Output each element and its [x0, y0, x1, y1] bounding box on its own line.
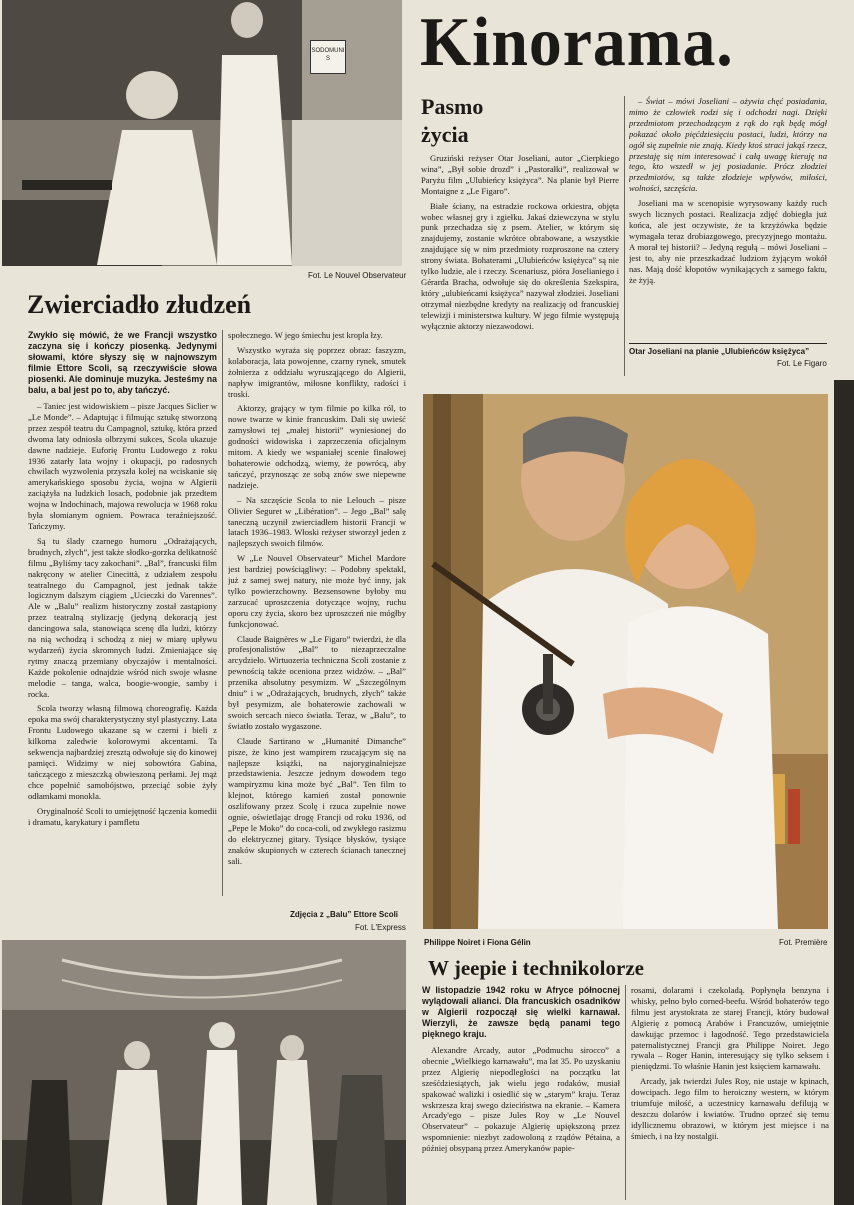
noiret-gelin-illustration — [423, 394, 828, 929]
pasmo-col1-paragraph: Gruziński reżyser Otar Joseliani, autor „Cierpkiego wina”, „Był sobie drozd” i „Pastorałki”, realizował w Paryżu film „Ulubieńcy księżyca”. Na planie był Pierre Montaigne z „Le Figaro”. — [421, 153, 619, 196]
zwierciadlo-col2-paragraph: społecznego. W jego śmiechu jest kropla łzy. — [228, 330, 383, 340]
pasmo-column-1 — [421, 153, 619, 367]
noiret-gelin-credit: Fot. Première — [779, 938, 828, 947]
page-edge-strip — [834, 380, 854, 1205]
jeep-col2-paragraph: rosami, dolarami i czekoladą. Popłynęła benzyna i whisky, pełno było corned-beefu. Wśród bohaterów tego filmu jest arystokrata ze starej Francji, który budował Algierię z pomocą Arabów i Francuzów, umiejętnie dawkując przemoc i łagodność. Tego przedstawiciela paternalistycznej Francji gra Philippe Noiret. Jego rywala – Roger Hanin, interesujący się tylko seksem i pieniędzmi. To właśnie Hanin jest księciem karnawału. — [631, 985, 829, 1072]
pasmo-caption-rule — [629, 343, 827, 344]
zwierciadlo-column-1 — [28, 330, 217, 896]
noiret-gelin-photo — [423, 394, 828, 929]
zwierciadlo-col2-paragraph: Wszystko wyraża się poprzez obraz: faszyzm, kolaboracja, lata powojenne, czarny rynek, smutek żołnierza z oddziału wyrusząjącego do Algierii, napływ imigrantów, miłosne konflikty, radości i troski. — [228, 344, 406, 399]
jeep-col2-paragraph: Arcady, jak twierdzi Jules Roy, nie ustaje w kpinach, dowcipach. Jego film to heroiczny western, w którym triumfuje miłość, a uczestnicy karnawału defilują w deszczu dolarów i kwiatów. Trudno oprzeć się temu idyllicznemu obrazowi, w którym jest miejsce i na śmiech, i na łzy nostalgii. — [631, 1076, 829, 1141]
zwierciadlo-title: Zwierciadło złudzeń — [27, 290, 252, 319]
jeep-lead: W listopadzie 1942 roku w Afryce północnej wylądowali alianci. Dla francuskich osadników w Algierii rozpoczął się wielki karnawał. Wierzyli, że zawsze będą panami tego pięknego kraju. — [422, 985, 620, 1039]
zwierciadlo-col2-paragraph: W „Le Nouvel Observateur” Michel Mardore jest bardziej powściągliwy: – Podobny spektakl, już z samej swej natury, nie może być inny, jak tylko powierzchowny. Bezsensowne byłoby mu zarzucać uproszczenia dotyczące wojny, ruchu oporu czy życia, skoro bez uproszczeń nie mógłby funkcjonować. — [228, 553, 406, 629]
zwierciadlo-column-2 — [228, 330, 406, 896]
pasmo-col1-paragraph: Białe ściany, na estradzie rockowa orkiestra, objęta wobec własnej gry i zgiełku. Jakaś dziewczyna w stylu punk przechadza się z psem. Atelier, w którym się znajdujemy, zostanie wkrótce obrabowane, a wszystkie znajdujące się w nim przedmioty rozproszone na cztery strony świata. Bohaterami „Ulubieńców księżyca” są nie tylko ludzie, ale i rzeczy. Scenariusz, pióra Joselianiego i Gérarda Bracha, odwołuje się do określenia Szekspira, który „ulubieńcami księżyca” nazywał złodziei. Joseliani otrzymał niezbędne kredyty na realizację od francuskiej telewizji i ministerstwa kultury. W jego filmie występują wyłącznie aktorzy niezawodowi. — [421, 200, 619, 331]
pasmo-title-line1: Pasmo — [421, 94, 484, 119]
pasmo-col2-paragraph: – Świat – mówi Joseliani – ożywia chęć posiadania, mimo że człowiek rodzi się i odchodzi nagi. Dzięki przedmiotom przechodzącym z rąk do rąk będę mógł pokazać około pięćdziesięciu postaci, ludzi, którzy na ogół się zupełnie nie znają. Kiedy ktoś straci jakąś rzecz, przestaję się nim interesować i całą uwagę kieruję na tego, kto wszedł w jej posiadanie. Prócz złodziei przedmiotów, są także złodzieje wpływów, miłości, wolności, szczęścia. — [629, 96, 827, 194]
jeep-column-divider — [625, 985, 626, 1200]
jeep-title: W jeepie i technikolorze — [428, 956, 644, 980]
zwierciadlo-col2-paragraph: Claude Sartirano w „Humanité Dimanche” pisze, że kino jest wampirem rzucającym się na najlepsze książki, na najoryginalniejsze przedstawienia. Jeszcze jednym dowodem tego wampiryzmu kina może być „Bal”. Ten film to klejnot, którego kamień został ponownie oszlifowany przez Scolę i rzuca zupełnie nowe ognie, oświetlając drogę Francji od roku 1936, od „Pepe le Moko” do coca-coli, od zwykłego rasizmu do elektrycznej gitary. Tysiące błysków, tysiące znaków skupionych w czterech ścianach tanecznej sali. — [228, 735, 406, 866]
jeep-column-2 — [631, 985, 829, 1203]
zwierciadlo-column-divider — [222, 330, 223, 896]
zwierciadlo-photos-caption: Zdjęcia z „Balu” Ettore Scoli — [290, 910, 399, 919]
jeep-column-1 — [422, 985, 620, 1203]
pasmo-title-line2: życia — [421, 122, 469, 147]
zwierciadlo-photos-credit: Fot. L'Express — [355, 923, 406, 932]
jeep-col1-paragraph: Alexandre Arcady, autor „Podmuchu sirocco” a obecnie „Wielkiego karnawału”, ma lat 35. Po uzyskaniu przez Algierię niepodległości na początku lat sześćdziesiątych, jak wielu jego rodaków, musiał spakować walizki i osiedlić się w „starym” kraju. Teraz wskrzesza kraj swego dzieciństwa na ekranie. – Kamera Arcady'ego – pisze Jules Roy w „Le Nouvel Observateur” – pokazuje Algierię upiększoną przez wspomnienie: niezbyt zadowoloną z rządów Pétaina, a później obsypaną przez Amerykanów papie- — [422, 1045, 620, 1154]
noiret-gelin-caption: Philippe Noiret i Fiona Gélin — [424, 938, 531, 947]
pasmo-col2-paragraph: Joseliani ma w scenopisie wyrysowany każdy ruch swych licznych postaci. Realizacja zdjęć dobiegła już końca, ale jest oczywiste, że ta krzyżówka będzie wymagała teraz drobiazgowego, precyzyjnego montażu. A morał tej historii? – Jedyną regułą – mówi Joseliani – jest to, aby nie przeszkadzać ludziom żyjącym wokół nas. Mają dość kłopotów wynikających z samego faktu, że żyją. — [629, 198, 827, 285]
pasmo-credit: Fot. Le Figaro — [777, 359, 827, 368]
pasmo-column-2 — [629, 96, 827, 343]
pasmo-caption: Otar Joseliani na planie „Ulubieńców księżyca” — [629, 347, 810, 356]
ball-photo-bottom-illustration — [2, 940, 406, 1205]
ball-photo-top — [2, 0, 402, 266]
ball-photo-top-credit: Fot. Le Nouvel Observateur — [308, 271, 407, 280]
sodom-unis-sign: SODOMUNIS — [310, 40, 346, 74]
pasmo-column-divider — [624, 96, 625, 376]
ball-photo-bottom — [2, 940, 406, 1205]
zwierciadlo-col1-paragraph: Scola tworzy własną filmową choreografię. Każda epoka ma swój charakterystyczny styl plastyczny. Lata Frontu Ludowego ukazane są w czerni i bieli z kilkoma zaledwie kolorowymi akcentami. Ta sekwencja najbardziej zresztą odwołuje się do kinowej pamięci. Widzimy w niej sobowtóra Gabina, tańczącego z mieszczką obwieszoną perłami. Jej mąż chce popełnić samobójstwo, przeciąć sobie żyły odłamkami monokla. — [28, 703, 217, 801]
zwierciadlo-col1-paragraph: Oryginalność Scoli to umiejętność łączenia komedii i dramatu, karykatury i pamfletu — [28, 805, 217, 827]
zwierciadlo-col1-paragraph: Są tu ślady czarnego humoru „Odrażających, brudnych, złych”, jest także słodko-gorzka delikatność filmu „Byliśmy tacy zakochani”. „Bal”, francuski film nakręcony w atelier Cinecittà, z udziałem zespołu teatralnego du Campagnol, jest jednak także logicznym dalszym ciągiem „Ucieczki do Varennes”. Ale w „Balu” realizm historyczny został zastąpiony przez teatralną stylizację (jedyną dekoracją jest dancingowa sala, stanowiąca scenę dla ludzi, którzy na nią wchodzą i schodzą z niej w miarę upływu wydarzeń) życia skromnych ludzi. Zmieniające się rytmy znaczą przemiany obyczajów i mentalności. Każde pokolenie odnajdzie wśród nich swoje własne melodie – tanga, walca, boogie-woogie, samby i rocka. — [28, 535, 217, 699]
zwierciadlo-col1-paragraph: – Taniec jest widowiskiem – pisze Jacques Siclier w „Le Monde”. – Adaptując i filmując sztukę stworzoną przez zespół teatru du Campagnol, sztukę, która przed dwoma laty odniosła olbrzymi sukces, Scola ukazuje dawne nadzieje. Euforię Frontu Ludowego z roku 1936 zatarły lata wojny i okupacji, po radosnych chwilach wyzwolenia przyszła kolej na wciskanie się amerykańskiego sposobu życia, wojna w Algierii zaciążyła na ludzkich losach, podobnie jak przedtem wojna w Indochinach, majowa rewolucja w 1968 roku była słomianym ogniem. Powraca teraźniejszość. Tańczymy. — [28, 401, 217, 531]
zwierciadlo-lead: Zwykło się mówić, że we Francji wszystko zaczyna się i kończy piosenką. Jedynymi słowami, które słyszy się w najnowszym filmie Ettore Scoli, są rzeczywiście słowa piosenki. Ale dominuje muzyka. Jesteśmy na balu, a bal jest po to, aby tańczyć. — [28, 330, 217, 395]
masthead: Kinorama. — [420, 4, 734, 81]
zwierciadlo-col2-paragraph: – Na szczęście Scola to nie Lelouch – pisze Olivier Seguret w „Libération”. – Jego „Bal” salę taneczną uczynił zwierciadłem historii Francji w latach 1936–1983. Włoski reżyser stworzył jeden z najlepszych swoich filmów. — [228, 494, 406, 549]
zwierciadlo-col2-paragraph: Claude Baignères w „Le Figaro” twierdzi, że dla profesjonalistów „Bal” to niezaprzeczalne arcydzieło. Wirtuozeria techniczna Scoli zostanie z pewnością także oceniona przez widzów. – „Bal” przenika absolutny pesymizm. W „Szczególnym dniu” i w „Odrażających, brudnych, złych” także był pesymizm, ale bohaterowie zachowali w swoich sercach nieco światła. Teraz, w „Balu”, to światło zostało wygaszone. — [228, 633, 406, 731]
zwierciadlo-col2-paragraph: Aktorzy, grający w tym filmie po kilka ról, to nowe twarze w kinie francuskim. Dali się uwieść zamysłowi tej „małej historii” wyniesionej do godności widowiska i zaprzeczenia oficjalnym mitom. A kiedy we wspaniałej scenie finałowej bohaterowie odchodzą, wiemy, że powrócą, aby tańczyć, przynosząc ze sobą znów swe niepewne nadzieje. — [228, 403, 406, 490]
